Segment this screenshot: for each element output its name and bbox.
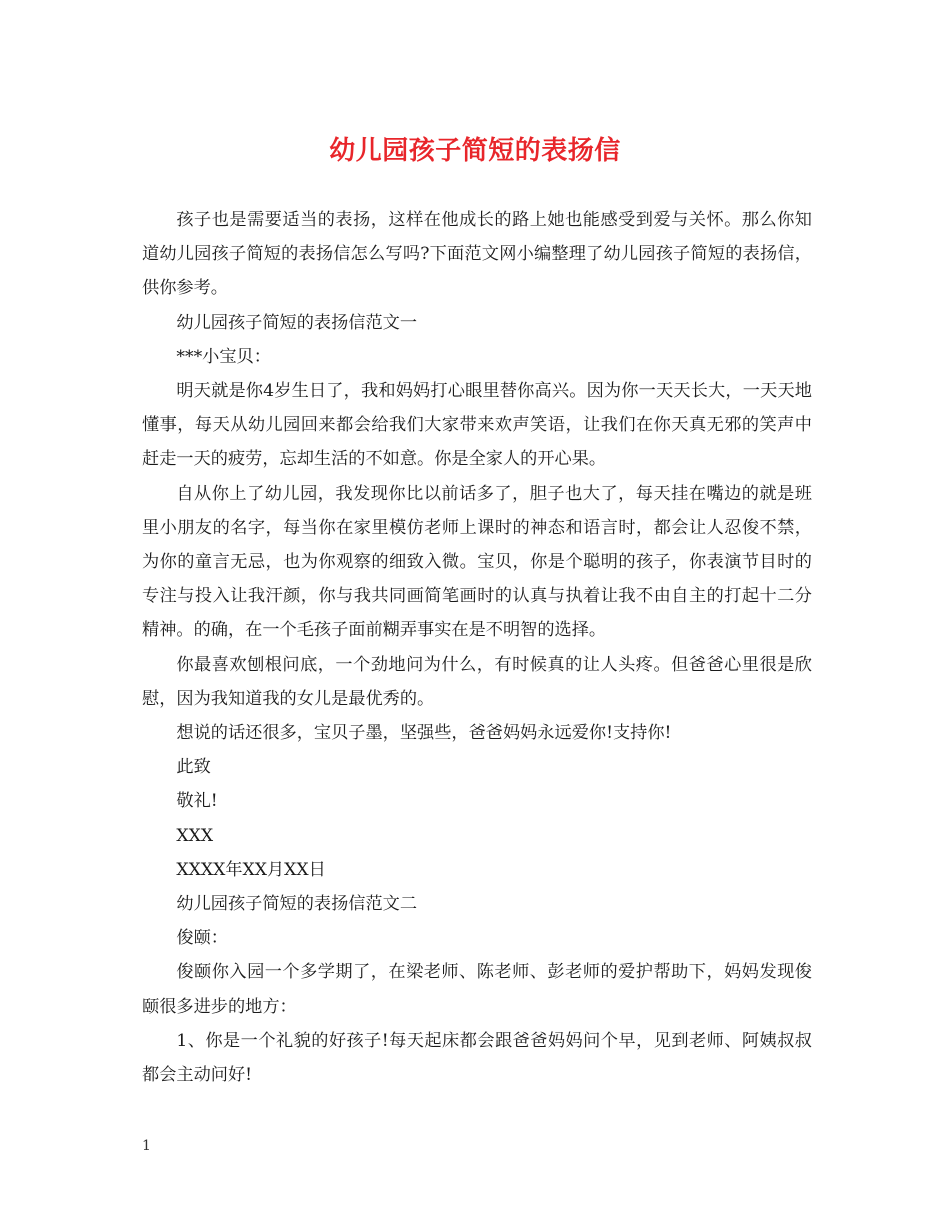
page-number: 1: [142, 1138, 151, 1154]
section-heading-sample-one: 幼儿园孩子简短的表扬信范文一: [176, 312, 418, 333]
salutation: 俊颐：: [176, 928, 228, 949]
paragraph: 想说的话还很多，宝贝子墨，坚强些，爸爸妈妈永远爱你!支持你!: [176, 723, 672, 744]
signature-name: XXX: [176, 825, 214, 846]
salutation: ***小宝贝：: [176, 346, 271, 367]
closing-line: 此致: [176, 757, 211, 778]
signature-date: XXXX年XX月XX日: [176, 859, 326, 880]
paragraph: 1、你是一个礼貌的好孩子!每天起床都会跟爸爸妈妈问个早，见到老师、阿姨叔叔都会主动问好!: [142, 1030, 812, 1086]
closing-regards: 敬礼!: [176, 791, 218, 812]
paragraph: 你最喜欢刨根问底，一个劲地问为什么，有时候真的让人头疼。但爸爸心里很是欣慰，因为我知道我的女儿是最优秀的。: [142, 654, 812, 709]
paragraph: 明天就是你4岁生日了，我和妈妈打心眼里替你高兴。因为你一天天长大，一天天地懂事，每天从幼儿园回来都会给我们大家带来欢声笑语，让我们在你天真无邪的笑声中赶走一天的疲劳，忘却生活的不如意。你是全家人的开心果。: [142, 381, 812, 470]
paragraph: 俊颐你入园一个多学期了，在梁老师、陈老师、彭老师的爱护帮助下，妈妈发现俊颐很多进步的地方：: [142, 962, 812, 1017]
paragraph-intro: 孩子也是需要适当的表扬，这样在他成长的路上她也能感受到爱与关怀。那么你知道幼儿园孩子简短的表扬信怎么写吗?下面范文网小编整理了幼儿园孩子简短的表扬信，供你参考。: [142, 210, 812, 299]
section-heading-sample-two: 幼儿园孩子简短的表扬信范文二: [176, 894, 418, 915]
paragraph: 自从你上了幼儿园，我发现你比以前话多了，胆子也大了，每天挂在嘴边的就是班里小朋友的名字，每当你在家里模仿老师上课时的神态和语言时，都会让人忍俊不禁，为你的童言无忌，也为你观察的细致入微。宝贝，你是个聪明的孩子，你表演节目时的专注与投入让我汗颜，你与我共同画简笔画时的认真与执着让我不由自主的打起十二分精神。的确，在一个毛孩子面前糊弄事实在是不明智的选择。: [142, 483, 812, 641]
document-body: [142, 203, 812, 1092]
document-title: 幼儿园孩子简短的表扬信: [329, 136, 621, 166]
